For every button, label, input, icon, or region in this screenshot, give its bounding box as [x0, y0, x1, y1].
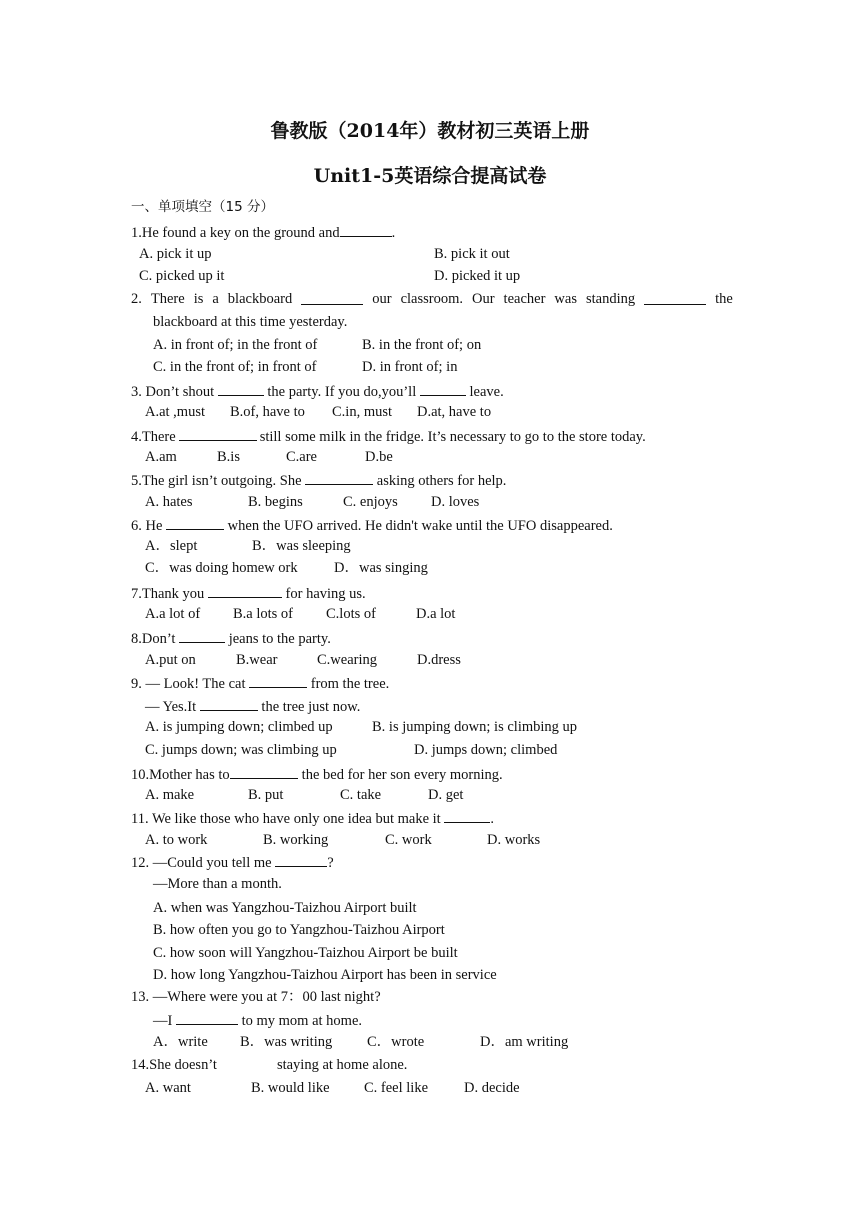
answer-blank	[179, 426, 257, 441]
answer-blank	[208, 583, 282, 598]
option-c: C. feel like	[364, 1080, 429, 1096]
answer-blank	[340, 222, 392, 237]
word: standing	[585, 291, 636, 307]
title-line-2: Unit1-5英语综合提高试卷	[313, 165, 547, 187]
option-d: D．am writing	[480, 1034, 569, 1050]
option-b: B.a lots of	[233, 606, 294, 622]
question-10	[131, 764, 503, 784]
question-14-text: staying at home alone.	[276, 1057, 408, 1073]
section-heading: 一、单项填空（15 分）	[131, 199, 274, 215]
option-d: D.at, have to	[417, 404, 492, 420]
option-b: B. in the front of; on	[362, 337, 482, 353]
answer-blank	[230, 764, 298, 779]
question-12-punct: ?	[327, 855, 334, 871]
question-9-text: from the tree.	[310, 676, 390, 692]
option-d: D. decide	[464, 1080, 520, 1096]
option-b: B.of, have to	[230, 404, 305, 420]
option-d: D. get	[428, 787, 464, 803]
option-d: D. in front of; in	[362, 359, 458, 375]
word: Our	[471, 291, 495, 307]
option-d: D.dress	[417, 652, 461, 668]
question-8	[131, 628, 331, 648]
option-c: C.wearing	[317, 652, 377, 668]
question-9	[131, 673, 389, 693]
word: classroom.	[400, 291, 463, 307]
option-b: B．was writing	[240, 1034, 333, 1050]
option-c: C. enjoys	[343, 494, 398, 510]
question-5-text: 5.The girl isn’t outgoing. She	[131, 473, 302, 489]
option-a: A.put on	[145, 652, 196, 668]
option-b: B. would like	[251, 1080, 330, 1096]
answer-blank	[218, 381, 264, 396]
option-b: B. is jumping down; is climbing up	[372, 719, 578, 735]
option-a: A. pick it up	[139, 246, 212, 262]
title-line-1: 鲁教版（2014年）教材初三英语上册	[270, 120, 590, 142]
option-d: D. works	[487, 832, 541, 848]
word: the	[715, 291, 733, 307]
answer-blank	[301, 290, 363, 305]
word: There	[150, 291, 185, 307]
option-a: A. in front of; in the front of	[153, 337, 318, 353]
question-4	[131, 426, 646, 446]
question-9-text: — Yes.It	[145, 699, 197, 715]
question-5-text: asking others for help.	[376, 473, 507, 489]
question-8-text: jeans to the party.	[228, 631, 331, 647]
question-8-text: 8.Don’t	[131, 631, 176, 647]
option-b: B. how often you go to Yangzhou-Taizhou Airport	[153, 922, 445, 938]
option-a: A. when was Yangzhou-Taizhou Airport built	[153, 900, 417, 916]
answer-blank	[275, 852, 327, 867]
question-3-text: leave.	[469, 384, 504, 400]
question-11-punct: .	[490, 811, 494, 827]
question-9-text: the tree just now.	[261, 699, 361, 715]
question-3-text: the party. If you do,you’ll	[267, 384, 417, 400]
answer-blank	[420, 381, 466, 396]
question-7-text: 7.Thank you	[131, 586, 205, 602]
option-c: C. work	[385, 832, 432, 848]
question-2	[131, 290, 733, 308]
answer-blank	[166, 515, 224, 530]
answer-blank	[644, 290, 706, 305]
question-13-text: to my mom at home.	[241, 1013, 363, 1029]
question-11	[131, 808, 494, 828]
answer-blank	[200, 696, 258, 711]
word: a	[212, 291, 219, 307]
question-14-text: 14.She doesn’t	[131, 1057, 217, 1073]
question-12-reply: —More than a month.	[153, 876, 282, 892]
question-7-text: for having us.	[285, 586, 366, 602]
word: teacher	[503, 291, 546, 307]
option-a: A.am	[145, 449, 177, 465]
word: blackboard	[227, 291, 293, 307]
answer-blank	[305, 470, 373, 485]
option-c: C. picked up it	[139, 268, 225, 284]
option-b: B．was sleeping	[252, 538, 351, 554]
option-a: A. hates	[145, 494, 193, 510]
question-10-text: 10.Mother has to	[131, 767, 230, 783]
option-c: C.are	[286, 449, 317, 465]
option-a: A.at ,must	[145, 404, 206, 420]
option-d: D. picked it up	[434, 268, 521, 284]
option-d: D.a lot	[416, 606, 456, 622]
word: our	[372, 291, 392, 307]
option-b: B. begins	[248, 494, 303, 510]
option-a: A. to work	[145, 832, 208, 848]
answer-blank	[179, 628, 225, 643]
question-6	[131, 515, 613, 535]
question-3-text: 3. Don’t shout	[131, 384, 215, 400]
option-a: A.a lot of	[145, 606, 201, 622]
option-d: D．was singing	[334, 560, 428, 576]
question-1	[131, 222, 395, 242]
question-1-punct: .	[391, 225, 396, 241]
question-14	[131, 1056, 407, 1074]
question-1-text: 1.He found a key on the ground and	[131, 225, 340, 241]
option-a: A. is jumping down; climbed up	[145, 719, 333, 735]
option-c: C. jumps down; was climbing up	[145, 742, 337, 758]
option-a: A. make	[145, 787, 195, 803]
question-10-text: the bed for her son every morning.	[301, 767, 503, 783]
word: was	[554, 291, 577, 307]
question-2-line-2: blackboard at this time yesterday.	[153, 314, 348, 330]
option-c: C．was doing homew ork	[145, 560, 298, 576]
question-5	[131, 470, 506, 490]
question-13-text: —I	[153, 1013, 173, 1029]
question-7	[131, 583, 366, 603]
word: is	[193, 291, 204, 307]
option-c: C. in the front of; in front of	[153, 359, 317, 375]
answer-blank	[249, 673, 307, 688]
question-4-text: still some milk in the fridge. It’s necessary to go to the store today.	[259, 429, 646, 445]
option-d: D. loves	[431, 494, 480, 510]
question-12	[131, 852, 334, 872]
option-a: A. want	[145, 1080, 191, 1096]
question-9-reply	[145, 696, 360, 716]
option-c: C.lots of	[326, 606, 376, 622]
answer-blank	[444, 808, 490, 823]
option-a: A．slept	[145, 538, 198, 554]
option-c: C. take	[340, 787, 382, 803]
option-b: B. put	[248, 787, 284, 803]
option-d: D.be	[365, 449, 393, 465]
question-11-text: 11. We like those who have only one idea but make it	[131, 811, 441, 827]
option-c: C. how soon will Yangzhou-Taizhou Airport be built	[153, 945, 458, 961]
answer-blank	[176, 1010, 238, 1025]
question-3	[131, 381, 504, 401]
option-d: D. how long Yangzhou-Taizhou Airport has been in service	[153, 967, 497, 983]
question-4-text: 4.There	[131, 429, 176, 445]
question-6-text: when the UFO arrived. He didn't wake until the UFO disappeared.	[227, 518, 613, 534]
option-b: B. working	[263, 832, 329, 848]
option-c: C．wrote	[367, 1034, 425, 1050]
option-b: B.is	[217, 449, 240, 465]
option-b: B. pick it out	[434, 246, 510, 262]
question-13: 13. —Where were you at 7：00 last night?	[131, 989, 381, 1005]
option-d: D. jumps down; climbed	[414, 742, 558, 758]
option-c: C.in, must	[332, 404, 393, 420]
question-6-text: 6. He	[131, 518, 163, 534]
question-13-reply	[153, 1010, 362, 1030]
question-12-text: 12. —Could you tell me	[131, 855, 272, 871]
question-9-text: 9. — Look! The cat	[131, 676, 246, 692]
option-a: A．write	[153, 1034, 208, 1050]
option-b: B.wear	[236, 652, 278, 668]
word: 2.	[131, 291, 142, 307]
